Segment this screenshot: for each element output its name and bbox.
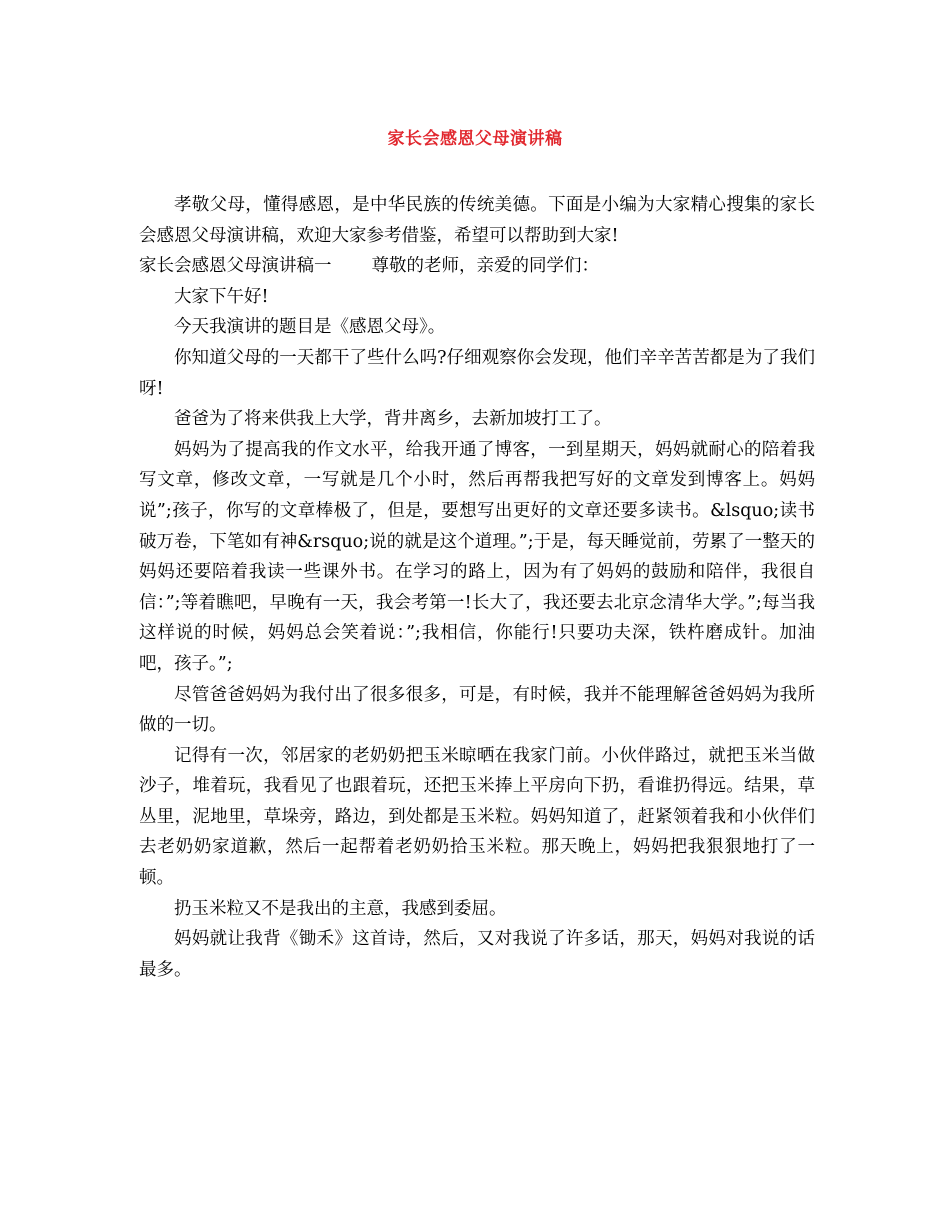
greeting: 尊敬的老师，亲爱的同学们： [371, 256, 599, 277]
body-paragraph: 大家下午好! [174, 286, 269, 307]
body-paragraph: 今天我演讲的题目是《感恩父母》。 [174, 317, 446, 338]
body-paragraph: 你知道父母的一天都干了些什么吗?仔细观察你会发现，他们辛辛苦苦都是为了我们呀! [139, 347, 815, 399]
body-paragraph: 爸爸为了将来供我上大学，背井离乡，去新加坡打工了。 [174, 409, 612, 430]
body-paragraph: 记得有一次，邻居家的老奶奶把玉米晾晒在我家门前。小伙伴路过，就把玉米当做沙子，堆着玩，我看见了也跟着玩，还把玉米捧上平房向下扔，看谁扔得远。结果，草丛里，泥地里，草垛旁，路边，到处都是玉米粒。妈妈知道了，赶紧领着我和小伙伴们去老奶奶家道歉，然后一起帮着老奶奶拾玉米粒。那天晚上，妈妈把我狠狠地打了一顿。 [139, 745, 815, 889]
section-heading-line [139, 251, 815, 282]
body-paragraph: 扔玉米粒又不是我出的主意，我感到委屈。 [174, 898, 507, 919]
section-heading: 家长会感恩父母演讲稿一 [139, 256, 332, 277]
body-paragraph: 尽管爸爸妈妈为我付出了很多很多，可是，有时候，我并不能理解爸爸妈妈为我所做的一切。 [139, 684, 815, 736]
body-paragraph: 妈妈就让我背《锄禾》这首诗，然后，又对我说了许多话，那天，妈妈对我说的话最多。 [139, 929, 815, 980]
document-body [139, 190, 815, 985]
document-title: 家长会感恩父母演讲稿 [387, 129, 563, 149]
intro-paragraph: 孝敬父母，懂得感恩，是中华民族的传统美德。下面是小编为大家精心搜集的家长会感恩父母演讲稿，欢迎大家参考借鉴，希望可以帮助到大家! [139, 195, 815, 246]
body-paragraph: 妈妈为了提高我的作文水平，给我开通了博客，一到星期天，妈妈就耐心的陪着我写文章，修改文章，一写就是几个小时，然后再帮我把写好的文章发到博客上。妈妈说”;孩子，你写的文章棒极了，但是，要想写出更好的文章还要多读书。&lsquo;读书破万卷，下笔如有神&rsquo;说的就是这个道理。”;于是，每天睡觉前，劳累了一整天的妈妈还要陪着我读一些课外书。在学习的路上，因为有了妈妈的鼓励和陪伴，我很自信：”;等着瞧吧，早晚有一天，我会考第一!长大了，我还要去北京念清华大学。”;每当我这样说的时候，妈妈总会笑着说：”;我相信，你能行!只要功夫深，铁杵磨成针。加油吧，孩子。”; [139, 439, 815, 674]
